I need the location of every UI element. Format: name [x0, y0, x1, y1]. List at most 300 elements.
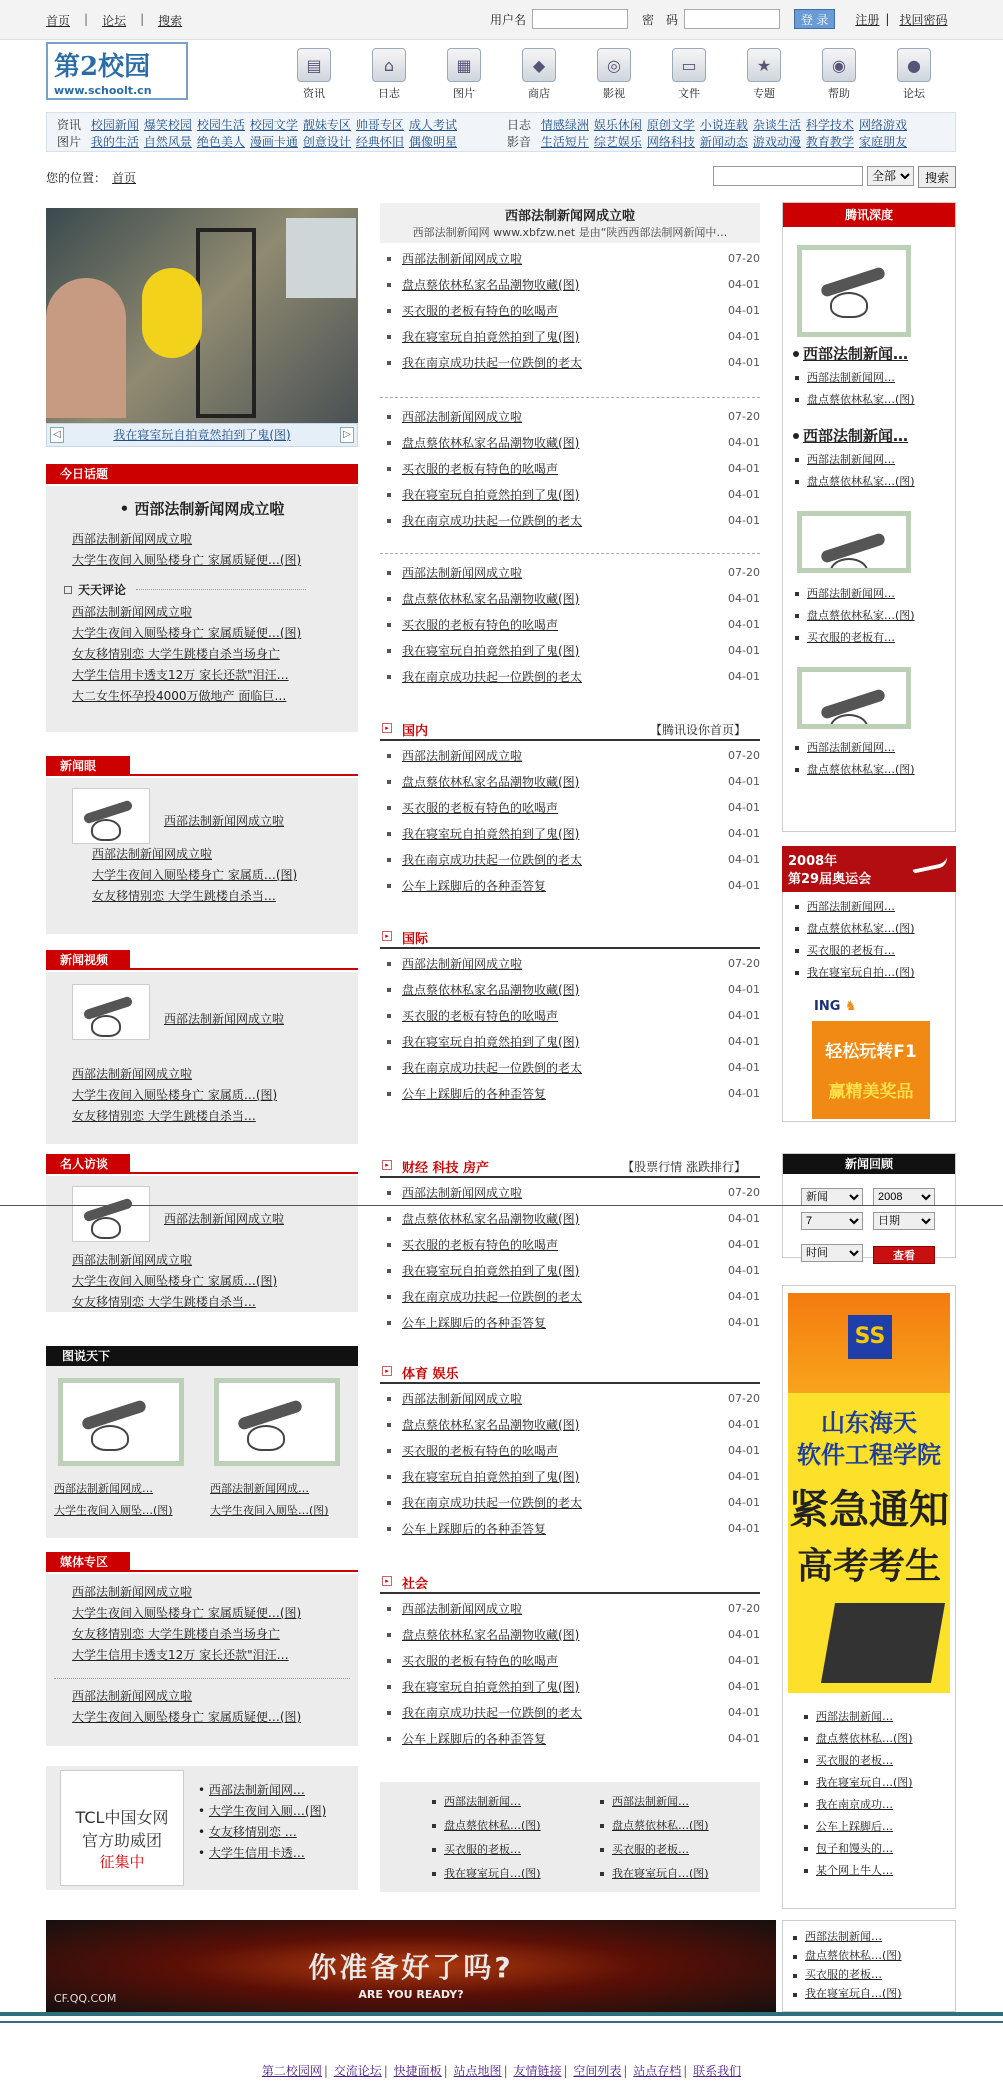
list-item[interactable]	[791, 1946, 955, 1965]
list-item-link[interactable]: 我在寝室玩自…(图)	[816, 1776, 913, 1789]
section-title[interactable]: 国际	[402, 932, 429, 947]
list-item[interactable]	[72, 1064, 277, 1085]
category-link[interactable]: 生活短片	[540, 135, 589, 149]
news-item[interactable]	[380, 1622, 760, 1648]
news-item[interactable]	[380, 769, 760, 795]
password-input[interactable]	[684, 9, 780, 29]
list-item[interactable]	[802, 1794, 913, 1816]
list-item[interactable]	[72, 529, 358, 550]
picworld-card-sub[interactable]: 大学生夜间入厕坠…(图)	[54, 1504, 173, 1517]
depth-thumbnail[interactable]	[797, 511, 911, 573]
list-item[interactable]	[793, 737, 955, 759]
depth-thumbnail[interactable]	[797, 245, 911, 337]
list-item-link[interactable]: 盘点蔡依林私…(图)	[444, 1819, 541, 1832]
list-item-link[interactable]: 大学生夜间入厕坠楼身亡 家属质疑便…(图)	[72, 553, 302, 567]
forgot-password-link[interactable]: 找回密码	[899, 12, 948, 27]
footer-link-archive[interactable]: 站点存档	[633, 2064, 682, 2078]
news-item-link[interactable]: 我在南京成功扶起一位跌倒的老太	[402, 356, 583, 370]
list-item[interactable]	[72, 1707, 301, 1728]
news-item-link[interactable]: 公车上踩脚后的各种歪答复	[402, 1087, 547, 1101]
news-item-link[interactable]: 盘点蔡依林私家名品潮物收藏(图)	[402, 775, 580, 789]
category-link[interactable]: 校园新闻	[90, 118, 139, 132]
nav-home-link[interactable]: 首页	[46, 14, 71, 28]
list-item[interactable]	[793, 471, 955, 493]
list-item[interactable]	[793, 940, 955, 962]
footer-link-contact[interactable]: 联系我们	[693, 2064, 742, 2078]
news-item-link[interactable]: 西部法制新闻网成立啦	[402, 1186, 523, 1200]
news-item-link[interactable]: 买衣服的老板有特色的吆喝声	[402, 1238, 559, 1252]
section-title[interactable]: 社会	[402, 1577, 429, 1592]
icon-nav-forum[interactable]	[890, 48, 938, 98]
news-item-link[interactable]: 我在寝室玩自拍竟然拍到了鬼(图)	[402, 488, 580, 502]
list-item-link[interactable]: 大二女生怀孕投4000万做地产 面临巨…	[72, 689, 287, 703]
news-item[interactable]	[380, 1674, 760, 1700]
list-item[interactable]	[72, 665, 358, 686]
news-item[interactable]	[380, 1310, 760, 1336]
news-item[interactable]	[380, 560, 760, 586]
list-item-link[interactable]: 买衣服的老板有…	[807, 631, 895, 644]
list-item[interactable]: • 大学生夜间入厕…(图)	[198, 1804, 327, 1818]
list-item[interactable]	[793, 918, 955, 940]
category-link[interactable]: 科学技术	[805, 118, 854, 132]
list-item-link[interactable]: 西部法制新闻网…	[807, 453, 895, 466]
list-item[interactable]	[72, 1292, 277, 1313]
news-item[interactable]	[380, 1700, 760, 1726]
news-item[interactable]	[380, 847, 760, 873]
list-item-link[interactable]: 买衣服的老板…	[444, 1843, 521, 1856]
list-item-link[interactable]: 西部法制新闻网…	[807, 371, 895, 384]
news-item-link[interactable]: 我在南京成功扶起一位跌倒的老太	[402, 1061, 583, 1075]
list-item[interactable]	[72, 686, 358, 707]
news-item[interactable]	[380, 586, 760, 612]
category-link[interactable]: 帅哥专区	[355, 118, 404, 132]
list-item[interactable]	[793, 449, 955, 471]
category-link[interactable]: 家庭朋友	[858, 135, 907, 149]
review-category-select[interactable]	[801, 1188, 863, 1206]
news-item-link[interactable]: 西部法制新闻网成立啦	[402, 252, 523, 266]
footer-link-home[interactable]: 第二校园网	[261, 2064, 322, 2078]
list-item[interactable]	[793, 583, 955, 605]
register-link[interactable]: 注册	[855, 12, 880, 27]
list-item-link[interactable]: 盘点蔡依林私…(图)	[612, 1819, 709, 1832]
news-item-link[interactable]: 我在南京成功扶起一位跌倒的老太	[402, 670, 583, 684]
news-item[interactable]	[380, 743, 760, 769]
list-item-link[interactable]: 买衣服的老板…	[612, 1843, 689, 1856]
news-item[interactable]	[380, 1003, 760, 1029]
news-item-link[interactable]: 买衣服的老板有特色的吆喝声	[402, 1654, 559, 1668]
category-link[interactable]: 成人考试	[408, 118, 457, 132]
prev-arrow-icon[interactable]: ◁	[50, 427, 64, 443]
list-item[interactable]	[793, 605, 955, 627]
list-item-link[interactable]: 西部法制新闻网成立啦	[72, 1253, 193, 1267]
tcl-banner[interactable]	[60, 1770, 184, 1886]
category-link[interactable]: 自然风景	[143, 135, 192, 149]
list-item[interactable]	[802, 1706, 913, 1728]
news-item[interactable]	[380, 508, 760, 534]
news-item-link[interactable]: 我在寝室玩自拍竟然拍到了鬼(图)	[402, 1470, 580, 1484]
news-item[interactable]	[380, 298, 760, 324]
news-item-link[interactable]: 盘点蔡依林私家名品潮物收藏(图)	[402, 278, 580, 292]
news-item-link[interactable]: 我在寝室玩自拍竟然拍到了鬼(图)	[402, 644, 580, 658]
headline-title[interactable]: 西部法制新闻网成立啦	[504, 209, 635, 224]
news-item-link[interactable]: 我在寝室玩自拍竟然拍到了鬼(图)	[402, 330, 580, 344]
category-link[interactable]: 创意设计	[302, 135, 351, 149]
news-item-link[interactable]: 西部法制新闻网成立啦	[402, 1392, 523, 1406]
list-item[interactable]	[72, 623, 358, 644]
list-item-link[interactable]: 女友移情别恋 大学生跳楼自杀当场身亡	[72, 647, 280, 661]
list-item-link[interactable]: 盘点蔡依林私家…(图)	[807, 393, 915, 406]
news-item[interactable]	[380, 795, 760, 821]
review-year-select[interactable]	[873, 1188, 935, 1206]
news-item-link[interactable]: 西部法制新闻网成立啦	[402, 1602, 523, 1616]
news-item-link[interactable]: 买衣服的老板有特色的吆喝声	[402, 801, 559, 815]
category-link[interactable]: 偶像明星	[408, 135, 457, 149]
cf-game-banner[interactable]	[46, 1920, 776, 2012]
category-link[interactable]: 游戏动漫	[752, 135, 801, 149]
list-item[interactable]	[92, 886, 297, 907]
list-item-link[interactable]: 盘点蔡依林私家…(图)	[807, 922, 915, 935]
news-item[interactable]	[380, 246, 760, 272]
news-item[interactable]	[380, 456, 760, 482]
news-item[interactable]	[380, 1180, 760, 1206]
list-item[interactable]	[72, 1085, 277, 1106]
icon-nav-shop[interactable]	[515, 48, 563, 98]
list-item[interactable]	[598, 1862, 709, 1886]
list-item-link[interactable]: 女友移情别恋 大学生跳楼自杀当…	[72, 1109, 256, 1123]
list-item[interactable]	[72, 602, 358, 623]
category-link[interactable]: 杂谈生活	[752, 118, 801, 132]
list-item-link[interactable]: 西部法制新闻网…	[208, 1783, 305, 1797]
section-title[interactable]: 财经 科技 房产	[402, 1161, 490, 1176]
depth-headline-link[interactable]: 西部法制新闻…	[803, 427, 909, 445]
news-item[interactable]	[380, 1464, 760, 1490]
list-item-link[interactable]: 盘点蔡依林私…(图)	[805, 1949, 902, 1962]
category-link[interactable]: 我的生活	[90, 135, 139, 149]
list-item[interactable]	[793, 389, 955, 411]
icon-nav-news[interactable]	[290, 48, 338, 98]
news-thumbnail[interactable]	[72, 1186, 150, 1242]
username-input[interactable]	[532, 9, 628, 29]
list-item-link[interactable]: 某个网上牛人…	[816, 1864, 893, 1877]
list-item[interactable]	[793, 759, 955, 781]
news-item-link[interactable]: 盘点蔡依林私家名品潮物收藏(图)	[402, 983, 580, 997]
news-item[interactable]	[380, 664, 760, 690]
news-item-link[interactable]: 西部法制新闻网成立啦	[402, 749, 523, 763]
news-item-link[interactable]: 公车上踩脚后的各种歪答复	[402, 1522, 547, 1536]
list-item[interactable]	[72, 1250, 277, 1271]
list-item-link[interactable]: 我在南京成功…	[816, 1798, 893, 1811]
list-item-link[interactable]: 西部法制新闻…	[816, 1710, 893, 1723]
icon-nav-picture[interactable]	[440, 48, 488, 98]
list-item[interactable]	[72, 550, 358, 571]
news-item[interactable]	[380, 1258, 760, 1284]
news-item[interactable]	[380, 951, 760, 977]
login-button[interactable]: 登 录	[794, 9, 835, 29]
celebrity-thumb-link[interactable]: 西部法制新闻网成立啦	[164, 1212, 285, 1226]
list-item[interactable]	[430, 1814, 541, 1838]
list-item-link[interactable]: 大学生夜间入厕坠楼身亡 家属质疑便…(图)	[72, 1606, 302, 1620]
icon-nav-help[interactable]	[815, 48, 863, 98]
list-item-link[interactable]: 盘点蔡依林私…(图)	[816, 1732, 913, 1745]
ing-ad-banner[interactable]	[812, 999, 930, 1119]
list-item[interactable]	[430, 1790, 541, 1814]
category-link[interactable]: 靓妹专区	[302, 118, 351, 132]
news-item-link[interactable]: 我在寝室玩自拍竟然拍到了鬼(图)	[402, 827, 580, 841]
picworld-thumbnail[interactable]	[58, 1378, 184, 1466]
news-item-link[interactable]: 西部法制新闻网成立啦	[402, 566, 523, 580]
list-item[interactable]	[72, 644, 358, 665]
category-link[interactable]: 原创文学	[646, 118, 695, 132]
list-item[interactable]	[791, 1927, 955, 1946]
list-item[interactable]: • 西部法制新闻网…	[198, 1783, 305, 1797]
category-link[interactable]: 小说连载	[699, 118, 748, 132]
news-item[interactable]	[380, 1438, 760, 1464]
news-item[interactable]	[380, 324, 760, 350]
news-item[interactable]	[380, 977, 760, 1003]
section-extra-link[interactable]: 【腾讯设你首页】	[649, 723, 746, 737]
news-item[interactable]	[380, 1284, 760, 1310]
news-item[interactable]	[380, 1648, 760, 1674]
search-button[interactable]: 搜索	[918, 166, 956, 188]
list-item[interactable]	[802, 1860, 913, 1882]
olympic-banner[interactable]	[782, 846, 956, 892]
news-thumbnail[interactable]	[72, 984, 150, 1040]
review-view-button[interactable]: 查看	[873, 1246, 935, 1264]
picworld-thumbnail[interactable]	[214, 1378, 340, 1466]
news-item[interactable]	[380, 350, 760, 376]
news-item-link[interactable]: 我在南京成功扶起一位跌倒的老太	[402, 514, 583, 528]
site-logo[interactable]	[46, 42, 188, 100]
news-item-link[interactable]: 公车上踩脚后的各种歪答复	[402, 1316, 547, 1330]
list-item[interactable]	[802, 1750, 913, 1772]
list-item-link[interactable]: 大学生信用卡透支12万 家长还款"泪汪…	[72, 1648, 289, 1662]
list-item-link[interactable]: 买衣服的老板有…	[807, 944, 895, 957]
list-item-link[interactable]: 大学生夜间入厕坠楼身亡 家属质…(图)	[72, 1274, 278, 1288]
list-item-link[interactable]: 西部法制新闻网…	[807, 587, 895, 600]
category-link[interactable]: 绝色美人	[196, 135, 245, 149]
news-item[interactable]	[380, 1029, 760, 1055]
list-item[interactable]	[72, 1603, 301, 1624]
list-item[interactable]	[430, 1862, 541, 1886]
footer-link-sitemap[interactable]: 站点地图	[453, 2064, 502, 2078]
nav-forum-link[interactable]: 论坛	[102, 14, 127, 28]
list-item-link[interactable]: 公车上踩脚后…	[816, 1820, 893, 1833]
news-item[interactable]	[380, 1516, 760, 1542]
list-item[interactable]	[598, 1838, 709, 1862]
news-item-link[interactable]: 盘点蔡依林私家名品潮物收藏(图)	[402, 1418, 580, 1432]
news-item[interactable]	[380, 1206, 760, 1232]
footer-link-spaces[interactable]: 空间列表	[573, 2064, 622, 2078]
list-item[interactable]	[430, 1838, 541, 1862]
news-item-link[interactable]: 盘点蔡依林私家名品潮物收藏(图)	[402, 1628, 580, 1642]
next-arrow-icon[interactable]: ▷	[340, 427, 354, 443]
list-item-link[interactable]: 女友移情别恋 大学生跳楼自杀当场身亡	[72, 1627, 280, 1641]
icon-nav-blog[interactable]	[365, 48, 413, 98]
list-item[interactable]	[793, 367, 955, 389]
list-item[interactable]	[72, 1645, 301, 1666]
list-item[interactable]	[793, 627, 955, 649]
news-item[interactable]	[380, 430, 760, 456]
review-month-select[interactable]	[801, 1212, 863, 1230]
news-item-link[interactable]: 我在寝室玩自拍竟然拍到了鬼(图)	[402, 1264, 580, 1278]
news-item[interactable]	[380, 873, 760, 899]
section-title[interactable]: 体育 娱乐	[402, 1367, 459, 1382]
icon-nav-topic[interactable]	[740, 48, 788, 98]
news-item[interactable]	[380, 1081, 760, 1107]
category-link[interactable]: 教育教学	[805, 135, 854, 149]
list-item[interactable]	[802, 1816, 913, 1838]
news-item-link[interactable]: 我在南京成功扶起一位跌倒的老太	[402, 853, 583, 867]
category-link[interactable]: 校园生活	[196, 118, 245, 132]
list-item-link[interactable]: 西部法制新闻网…	[807, 741, 895, 754]
list-item-link[interactable]: 西部法制新闻网成立啦	[72, 1689, 193, 1703]
news-item-link[interactable]: 西部法制新闻网成立啦	[402, 957, 523, 971]
news-item[interactable]	[380, 821, 760, 847]
list-item[interactable]: • 女友移情别恋 …	[198, 1825, 297, 1839]
picworld-card-title[interactable]: 西部法制新闻网成…	[210, 1482, 309, 1495]
list-item[interactable]	[791, 1984, 955, 2003]
footer-link-friends[interactable]: 友情链接	[513, 2064, 562, 2078]
news-thumbnail[interactable]	[72, 788, 150, 844]
section-extra-link[interactable]: 【股票行情 涨跌排行】	[622, 1160, 746, 1174]
list-item[interactable]	[793, 896, 955, 918]
category-link[interactable]: 爆笑校园	[143, 118, 192, 132]
icon-nav-file[interactable]	[665, 48, 713, 98]
depth-headline-1[interactable]	[783, 341, 955, 367]
picworld-card-title[interactable]: 西部法制新闻网成…	[54, 1482, 153, 1495]
list-item-link[interactable]: 西部法制新闻…	[444, 1795, 521, 1808]
news-eye-thumb-link[interactable]: 西部法制新闻网成立啦	[164, 814, 285, 828]
list-item-link[interactable]: 大学生信用卡透支12万 家长还款"泪汪…	[72, 668, 289, 682]
list-item-link[interactable]: 我在寝室玩自…(图)	[444, 1867, 541, 1880]
news-item-link[interactable]: 买衣服的老板有特色的吆喝声	[402, 304, 559, 318]
news-item[interactable]	[380, 612, 760, 638]
list-item-link[interactable]: 西部法制新闻网成立啦	[72, 532, 193, 546]
list-item-link[interactable]: 买衣服的老板…	[805, 1968, 882, 1981]
list-item-link[interactable]: 西部法制新闻网…	[807, 900, 895, 913]
list-item-link[interactable]: 大学生夜间入厕坠楼身亡 家属质…(图)	[92, 868, 298, 882]
list-item[interactable]	[802, 1838, 913, 1860]
review-day-select[interactable]	[873, 1212, 935, 1230]
icon-nav-video[interactable]	[590, 48, 638, 98]
featured-photo[interactable]	[46, 208, 358, 423]
list-item-link[interactable]: 女友移情别恋 大学生跳楼自杀当…	[72, 1295, 256, 1309]
category-link[interactable]: 新闻动态	[699, 135, 748, 149]
list-item-link[interactable]: 大学生夜间入厕坠楼身亡 家属质疑便…(图)	[72, 1710, 302, 1724]
news-item[interactable]	[380, 638, 760, 664]
list-item-link[interactable]: 女友移情别恋 大学生跳楼自杀当…	[92, 889, 276, 903]
list-item-link[interactable]: 大学生夜间入厕坠楼身亡 家属质疑便…(图)	[72, 626, 302, 640]
list-item[interactable]	[92, 844, 297, 865]
footer-link-forum[interactable]: 交流论坛	[333, 2064, 382, 2078]
photo-caption-link[interactable]: 我在寝室玩自拍竟然拍到了鬼(图)	[113, 428, 291, 442]
list-item[interactable]	[72, 1106, 277, 1127]
news-item[interactable]	[380, 1232, 760, 1258]
news-item-link[interactable]: 公车上踩脚后的各种歪答复	[402, 879, 547, 893]
news-video-thumb-link[interactable]: 西部法制新闻网成立啦	[164, 1012, 285, 1026]
list-item-link[interactable]: 我在寝室玩自拍…(图)	[807, 966, 915, 979]
list-item-link[interactable]: 我在寝室玩自…(图)	[612, 1867, 709, 1880]
list-item-link[interactable]: 大学生夜间入厕坠楼身亡 家属质…(图)	[72, 1088, 278, 1102]
category-link[interactable]: 漫画卡通	[249, 135, 298, 149]
category-link[interactable]: 网络游戏	[858, 118, 907, 132]
list-item-link[interactable]: 盘点蔡依林私家…(图)	[807, 475, 915, 488]
list-item-link[interactable]: 西部法制新闻网成立啦	[72, 1067, 193, 1081]
list-item-link[interactable]: 我在寝室玩自…(图)	[805, 1987, 902, 2000]
list-item-link[interactable]: 女友移情别恋 …	[208, 1825, 297, 1839]
news-item[interactable]	[380, 1412, 760, 1438]
list-item-link[interactable]: 大学生夜间入厕…(图)	[208, 1804, 327, 1818]
list-item[interactable]	[791, 1965, 955, 1984]
news-item-link[interactable]: 买衣服的老板有特色的吆喝声	[402, 462, 559, 476]
news-item-link[interactable]: 西部法制新闻网成立啦	[402, 410, 523, 424]
news-item[interactable]	[380, 1490, 760, 1516]
news-item-link[interactable]: 我在南京成功扶起一位跌倒的老太	[402, 1496, 583, 1510]
category-link[interactable]: 综艺娱乐	[593, 135, 642, 149]
news-item-link[interactable]: 我在南京成功扶起一位跌倒的老太	[402, 1290, 583, 1304]
today-headline[interactable]: • 西部法制新闻网成立啦	[119, 500, 285, 518]
news-item-link[interactable]: 盘点蔡依林私家名品潮物收藏(图)	[402, 436, 580, 450]
list-item-link[interactable]: 大学生信用卡透…	[208, 1846, 305, 1860]
list-item[interactable]: • 大学生信用卡透…	[198, 1846, 305, 1860]
list-item-link[interactable]: 包子和馒头的…	[816, 1842, 893, 1855]
category-link[interactable]: 情感绿洲	[540, 118, 589, 132]
list-item-link[interactable]: 盘点蔡依林私家…(图)	[807, 763, 915, 776]
news-item[interactable]	[380, 1386, 760, 1412]
depth-thumbnail[interactable]	[797, 667, 911, 729]
list-item[interactable]	[802, 1728, 913, 1750]
list-item[interactable]	[92, 865, 297, 886]
news-item-link[interactable]: 公车上踩脚后的各种歪答复	[402, 1732, 547, 1746]
list-item[interactable]	[598, 1814, 709, 1838]
news-item-link[interactable]: 我在寝室玩自拍竟然拍到了鬼(图)	[402, 1035, 580, 1049]
news-item-link[interactable]: 盘点蔡依林私家名品潮物收藏(图)	[402, 1212, 580, 1226]
news-item[interactable]	[380, 1726, 760, 1752]
news-item-link[interactable]: 买衣服的老板有特色的吆喝声	[402, 618, 559, 632]
list-item[interactable]	[72, 1624, 301, 1645]
news-item[interactable]	[380, 482, 760, 508]
list-item[interactable]	[72, 1271, 277, 1292]
list-item-link[interactable]: 西部法制新闻网成立啦	[72, 1585, 193, 1599]
nav-search-link[interactable]: 搜索	[158, 14, 183, 28]
footer-link-panel[interactable]: 快捷面板	[393, 2064, 442, 2078]
news-item[interactable]	[380, 1596, 760, 1622]
list-item-link[interactable]: 西部法制新闻网成立啦	[72, 605, 193, 619]
search-scope-select[interactable]	[867, 166, 914, 186]
news-item-link[interactable]: 买衣服的老板有特色的吆喝声	[402, 1444, 559, 1458]
news-item[interactable]	[380, 1055, 760, 1081]
depth-headline-2[interactable]	[783, 423, 955, 449]
category-link[interactable]: 校园文学	[249, 118, 298, 132]
list-item[interactable]	[72, 1686, 301, 1707]
news-item[interactable]	[380, 404, 760, 430]
list-item[interactable]	[793, 962, 955, 984]
category-link[interactable]: 网络科技	[646, 135, 695, 149]
news-item-link[interactable]: 我在南京成功扶起一位跌倒的老太	[402, 1706, 583, 1720]
section-title[interactable]: 国内	[402, 724, 429, 739]
school-ad-banner[interactable]	[788, 1293, 950, 1693]
review-time-select[interactable]	[801, 1244, 863, 1262]
list-item-link[interactable]: 买衣服的老板…	[816, 1754, 893, 1767]
category-link[interactable]: 经典怀旧	[355, 135, 404, 149]
depth-headline-link[interactable]: 西部法制新闻…	[803, 345, 909, 363]
list-item-link[interactable]: 西部法制新闻…	[805, 1930, 882, 1943]
news-item-link[interactable]: 盘点蔡依林私家名品潮物收藏(图)	[402, 592, 580, 606]
search-input[interactable]	[713, 166, 863, 186]
news-item[interactable]	[380, 272, 760, 298]
news-item-link[interactable]: 我在寝室玩自拍竟然拍到了鬼(图)	[402, 1680, 580, 1694]
news-item-link[interactable]: 买衣服的老板有特色的吆喝声	[402, 1009, 559, 1023]
